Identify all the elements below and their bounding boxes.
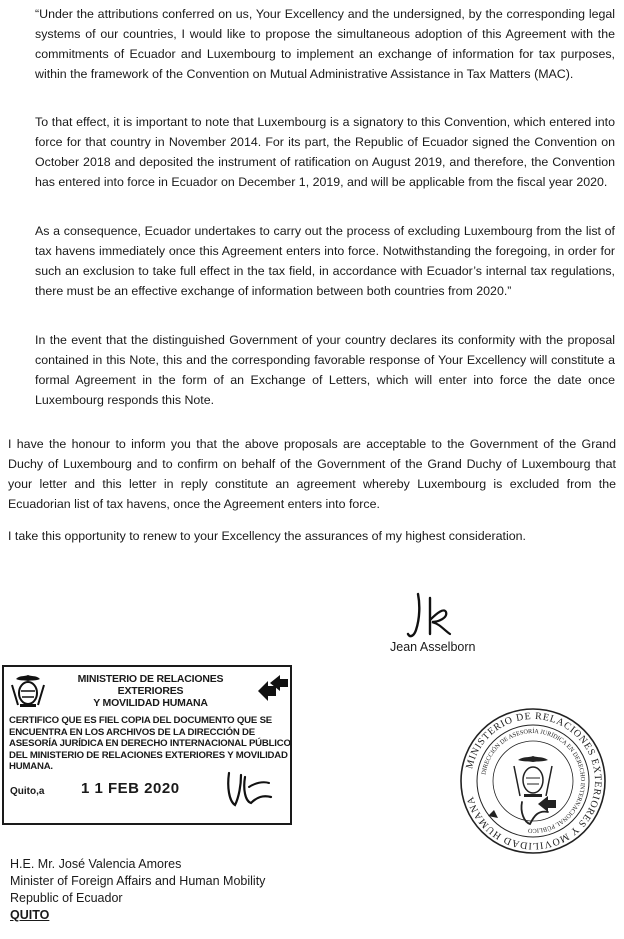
seal-inner-text: DIRECCIÓN DE ASESORÍA JURÍDICA EN DERECHO INTERNACIONAL PÚBLICO — [480, 727, 587, 835]
stamp-ministry-heading — [48, 673, 253, 709]
reply-paragraph-2: I take this opportunity to renew to your Excellency the assurances of my highest consideration. — [8, 529, 526, 543]
quoted-paragraph-1: “Under the attributions conferred on us, Your Excellency and the undersigned, by the corresponding legal systems of our countries, I would like to propose the simultaneous adoption of this Agreement with the commitments of Ecuador and Luxembourg to implement an exchange of information for tax purposes, within the framework of the Convention on Mutual Administrative Assistance in Tax Matters (MAC). — [35, 7, 615, 81]
quoted-paragraph-4: In the event that the distinguished Government of your country declares its conformity with the proposal contained in this Note, this and the corresponding favorable response of Your Excellency will constitute a formal Agreement in the form of an Exchange of Letters, which will enter into force the date once Luxembourg responds this Note. — [35, 333, 615, 407]
stamp-ministry-line2: Y MOVILIDAD HUMANA — [93, 697, 208, 709]
signer-name: Jean Asselborn — [390, 640, 476, 654]
seal-outer-text: MINISTERIO DE RELACIONES EXTERIORES Y MOVILIDAD HUMANA — [464, 710, 604, 852]
official-seal — [458, 706, 608, 856]
recipient-block — [10, 856, 265, 924]
recipient-city: QUITO — [10, 908, 50, 922]
stamp-certification-text: CERTIFICO QUE ES FIEL COPIA DEL DOCUMENTO QUE SE ENCUENTRA EN LOS ARCHIVOS DE LA DIRECCIÓN DE ASESORÍA JURÍDICA EN DERECHO INTERNACIONAL PÚBLICO DEL MINISTERIO DE RELACIONES EXTERIORES Y MOVILIDAD HUMANA. — [9, 715, 291, 772]
certification-stamp — [2, 665, 292, 825]
reply-paragraph-1: I have the honour to inform you that the above proposals are acceptable to the Government of the Grand Duchy of Luxembourg and to confirm on behalf of the Government of the Grand Duchy of Luxembourg that your letter and this letter in reply constitute an agreement whereby Luxembourg is excluded from the Ecuadorian list of tax havens, once the Agreement enters into force. — [8, 437, 616, 511]
stamp-place: Quito,a — [10, 786, 45, 797]
stamp-date: 1 1 FEB 2020 — [81, 780, 180, 797]
quoted-paragraph-2: To that effect, it is important to note that Luxembourg is a signatory to this Convention, which entered into force for that country in November 2014. For its part, the Republic of Ecuador signed the Convention on October 2018 and deposited the instrument of ratification on August 2019, and therefore, the Convention has entered into force in Ecuador on December 1, 2019, and will be applicable from the fiscal year 2020. — [35, 115, 615, 189]
handwritten-signature — [404, 590, 464, 646]
recipient-title: Minister of Foreign Affairs and Human Mobility — [10, 874, 266, 888]
coat-of-arms-icon — [8, 671, 48, 711]
recipient-name: H.E. Mr. José Valencia Amores — [10, 857, 182, 871]
recipient-country: Republic of Ecuador — [10, 891, 123, 905]
ministry-logo-icon — [254, 673, 290, 703]
stamp-ministry-line1: MINISTERIO DE RELACIONES EXTERIORES — [77, 673, 224, 697]
stamp-initials-signature — [219, 767, 279, 812]
quoted-paragraph-3: As a consequence, Ecuador undertakes to carry out the process of excluding Luxembourg from the list of tax havens immediately once this Agreement enters into force. Notwithstanding the foregoing, in order for such an exclusion to take full effect in the tax field, in accordance with Ecuador’s internal tax regulations, there must be an effective exchange of information between both countries from 2020.” — [35, 224, 615, 298]
